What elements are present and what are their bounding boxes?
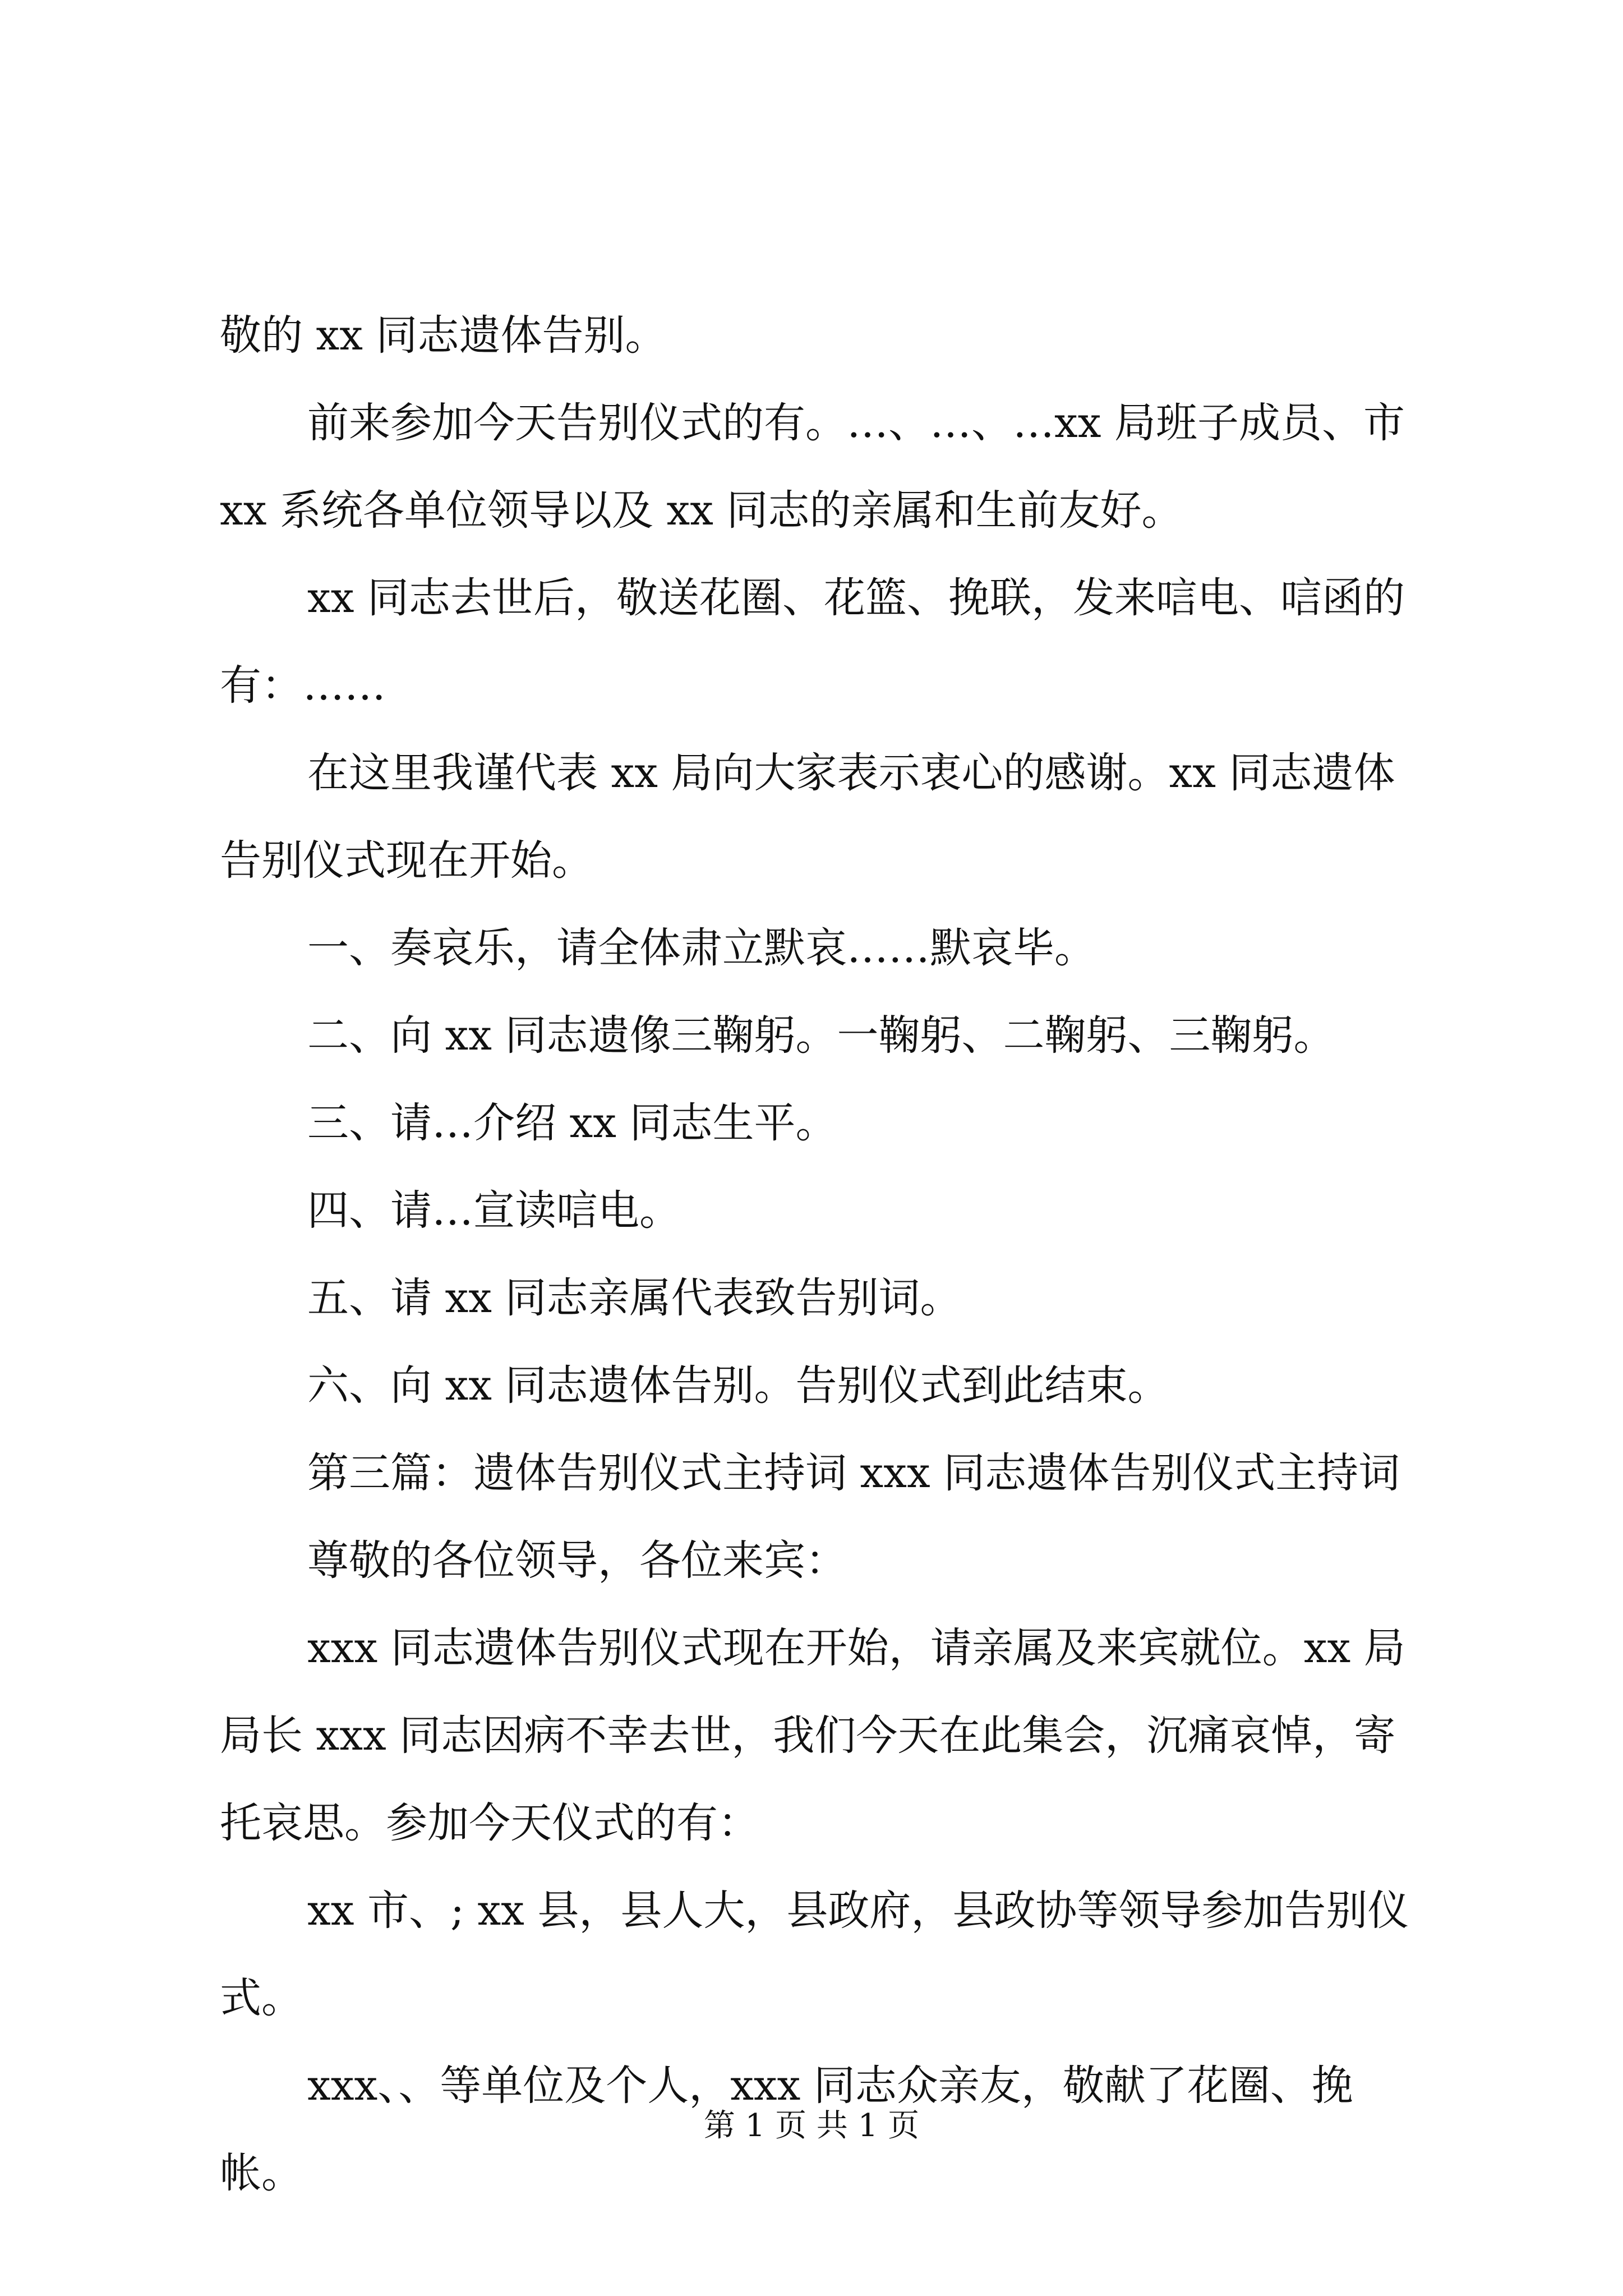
salutation: 尊敬的各位领导，各位来宾： xyxy=(307,1536,847,1585)
list-item: 一、奏哀乐，请全体肃立默哀……默哀毕。 xyxy=(307,924,1096,972)
paragraph: xx 同志去世后，敬送花圈、花篮、挽联，发来唁电、唁函的有：…… xyxy=(220,574,1405,710)
list-item: 三、请…介绍 xx 同志生平。 xyxy=(307,1099,837,1147)
paragraph: xx 市、; xx 县，县人大，县政府，县政协等领导参加告别仪式。 xyxy=(220,1887,1409,2022)
paragraph: 前来参加今天告别仪式的有。…、…、…xx 局班子成员、市 xx 系统各单位领导以及 xx 同志的亲属和生前友好。 xyxy=(220,399,1405,535)
paragraph: xxx、、等单位及个人，xxx 同志众亲友，敬献了花圈、挽帐。 xyxy=(220,2062,1353,2197)
list-item: 六、向 xx 同志遗体告别。告别仪式到此结束。 xyxy=(307,1361,1169,1410)
list-item: 四、请…宣读唁电。 xyxy=(307,1186,681,1235)
paragraph: 在这里我谨代表 xx 局向大家表示衷心的感谢。xx 同志遗体告别仪式现在开始。 xyxy=(220,749,1395,885)
page-number-label: 第 1 页 共 1 页 xyxy=(703,2108,920,2144)
paragraph: xxx 同志遗体告别仪式现在开始，请亲属及来宾就位。xx 局局长 xxx 同志因病不幸去世，我们今天在此集会，沉痛哀悼，寄托哀思。参加今天仪式的有： xyxy=(220,1624,1405,1847)
page-footer xyxy=(0,2106,1623,2146)
section-heading: 第三篇：遗体告别仪式主持词 xxx 同志遗体告别仪式主持词 xyxy=(307,1449,1400,1497)
list-item: 二、向 xx 同志遗像三鞠躬。一鞠躬、二鞠躬、三鞠躬。 xyxy=(307,1011,1335,1060)
paragraph: 敬的 xx 同志遗体告别。 xyxy=(220,311,667,360)
list-item: 五、请 xx 同志亲属代表致告别词。 xyxy=(307,1274,962,1322)
document-body xyxy=(220,292,1420,2217)
